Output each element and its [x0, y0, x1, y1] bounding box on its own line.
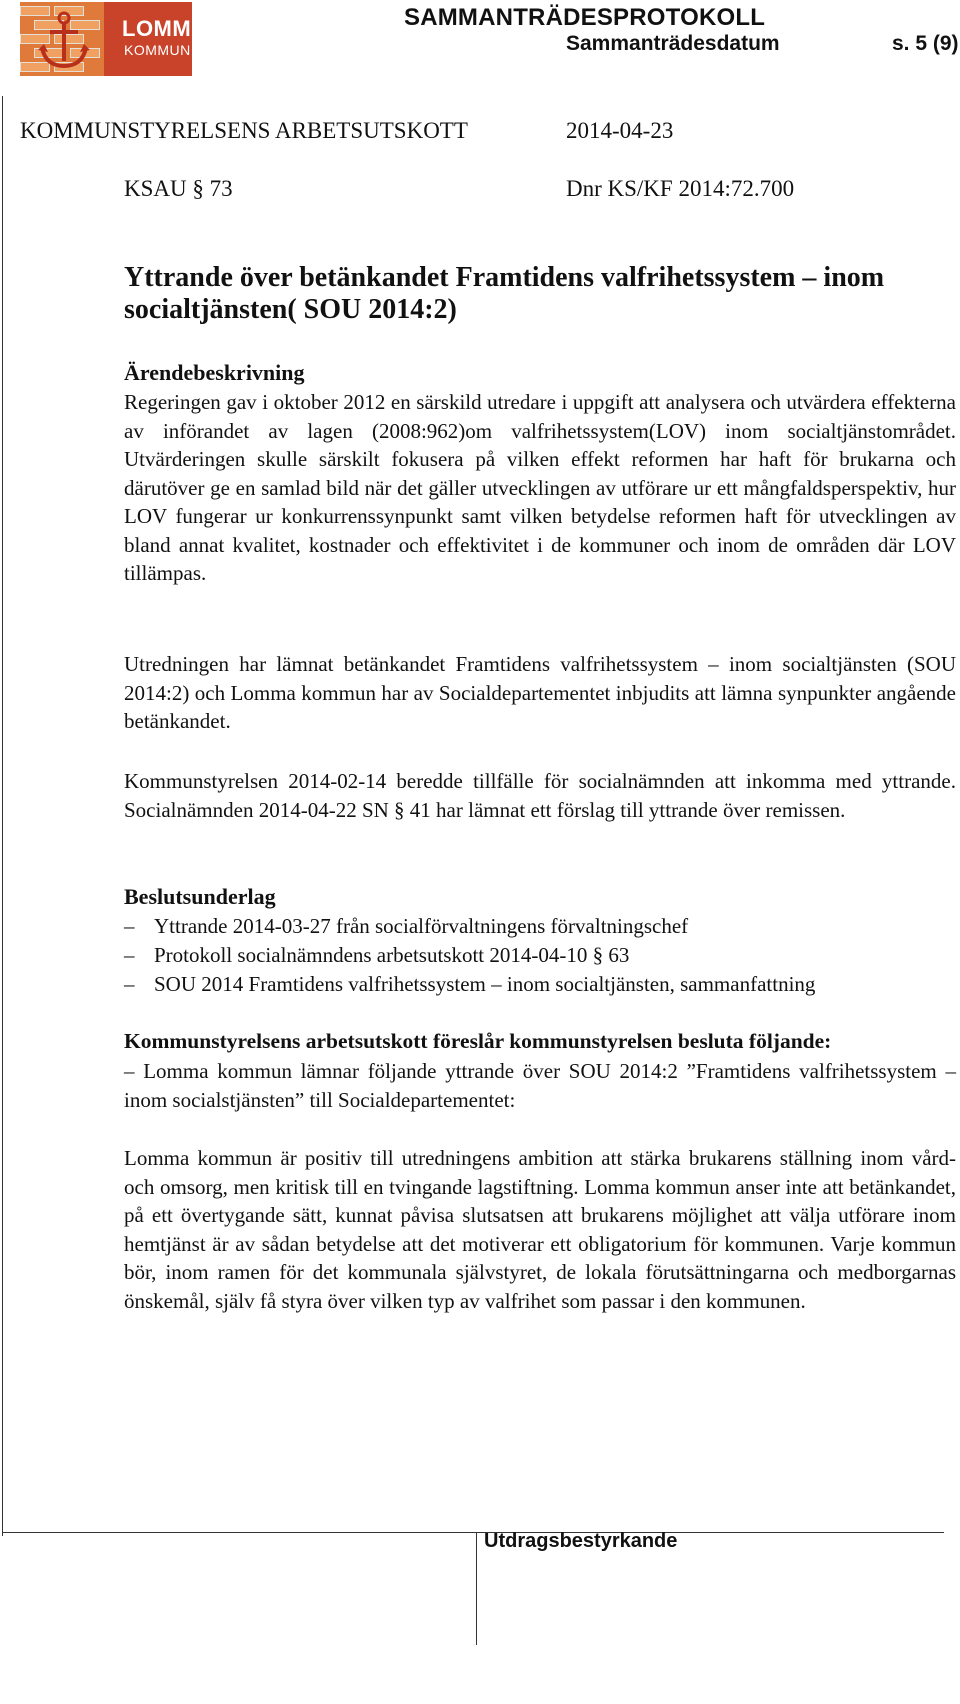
list-item: – Yttrande 2014-03-27 från socialförvaltningens förvaltningschef	[124, 914, 689, 938]
proposal-heading: Kommunstyrelsens arbetsutskott föreslår kommunstyrelsen besluta följande:	[124, 1029, 832, 1053]
anchor-icon	[32, 8, 96, 72]
committee-name: KOMMUNSTYRELSENS ARBETSUTSKOTT	[20, 118, 468, 143]
diary-number: Dnr KS/KF 2014:72.700	[566, 176, 795, 201]
description-paragraph-2: Utredningen har lämnat betänkandet Framtidens valfrihetssystem – inom socialtjänsten (SOU 2014:2) och Lomma kommun har av Socialdepartementet inbjudits att lämna synpunkter angående betänkandet.	[124, 652, 956, 733]
left-margin-rule	[2, 96, 3, 1536]
list-item: – SOU 2014 Framtidens valfrihetssystem – inom socialtjänsten, sammanfattning	[124, 972, 816, 996]
statement-paragraph: Lomma kommun är positiv till utredningens ambition att stärka brukarens ställning inom vård- och omsorg, men kritisk till en tvingande lagstiftning. Lomma kommun anser inte att betänkandet, på ett övertygande sätt, kunnat påvisa slutsatsen att brukarens möjlighet att välja utförare inom hemtjänst är av sådan betydelse att det motiverar ett obligatorium för kommunen. Varje kommun bör, inom ramen för det kommunala självstyret, de lokala förutsättningarna och medborgarnas önskemål, själv få styra över vilken typ av valfrihet som passar i den kommunen.	[124, 1146, 956, 1313]
proposal-text: – Lomma kommun lämnar följande yttrande över SOU 2014:2 ”Framtidens valfrihetssystem – inom socialstjänsten” till Socialdepartementet:	[124, 1059, 956, 1112]
footer-rule	[2, 1532, 944, 1533]
meeting-date-label: Sammanträdesdatum	[566, 32, 780, 55]
paragraph-number: KSAU § 73	[124, 176, 233, 201]
description-paragraph-3: Kommunstyrelsen 2014-02-14 beredde tillfälle för socialnämnden att inkomma med yttrande. Socialnämnden 2014-04-22 SN § 41 har lämnat ett förslag till yttrande över remissen.	[124, 769, 956, 822]
list-item: – Protokoll socialnämndens arbetsutskott 2014-04-10 § 63	[124, 943, 630, 967]
description-heading: Ärendebeskrivning	[124, 360, 305, 385]
footer-divider	[476, 1533, 477, 1645]
lomma-kommun-logo	[20, 2, 208, 76]
basis-heading: Beslutsunderlag	[124, 884, 276, 909]
logo-text-kommun: KOMMUN	[124, 42, 191, 58]
description-paragraph-1: Regeringen gav i oktober 2012 en särskild utredare i uppgift att analysera och utvärdera effekterna av införandet av lagen (2008:962)om valfrihetssystem(LOV) inom socialtjänstområdet. Utvärderingen skulle särskilt fokusera på vilken effekt reformen har haft för brukarna och därutöver ge en samlad bild när det gäller utvecklingen av utförare ur ett mångfaldsperspektiv, hur LOV fungerar ur konkurrenssynpunkt samt vilken betydelse reformen haft för utvecklingen av bland annat kvalitet, kostnader och effektivitet i de kommuner och inom de områden där LOV tillämpas.	[124, 390, 956, 585]
basis-list	[124, 912, 815, 999]
page-title: Yttrande över betänkandet Framtidens valfrihetssystem – inom socialtjänsten( SOU 2014:2)	[124, 262, 885, 325]
document-type: SAMMANTRÄDESPROTOKOLL	[404, 4, 766, 31]
logo-text-lomma: LOMMA	[122, 16, 208, 41]
meeting-date: 2014-04-23	[566, 118, 674, 143]
certification-label: Utdragsbestyrkande	[484, 1530, 678, 1552]
page-indicator: s. 5 (9)	[892, 32, 959, 55]
